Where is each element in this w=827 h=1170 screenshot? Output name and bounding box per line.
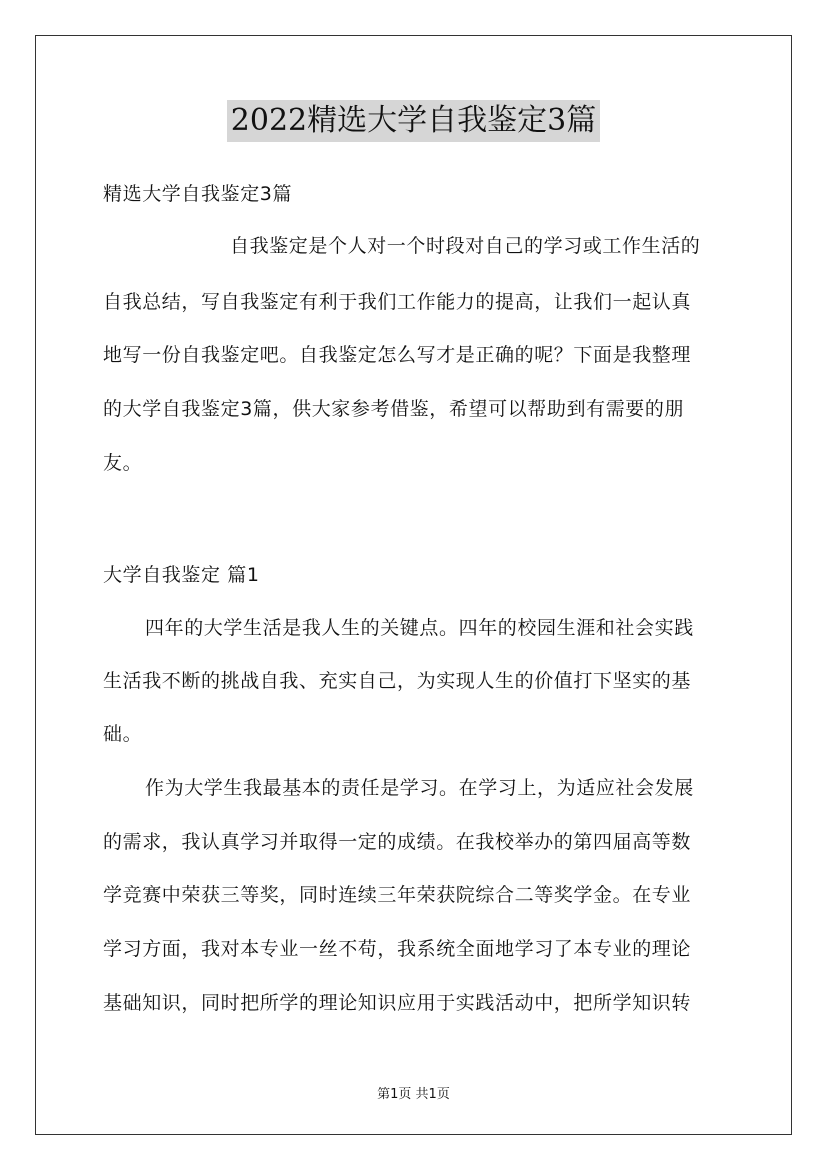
- page-footer: 第1页 共1页: [377, 1087, 450, 1102]
- paragraph-line: 基础知识，同时把所学的理论知识应用于实践活动中，把所学知识转: [103, 992, 692, 1014]
- paragraph-line: 的需求，我认真学习并取得一定的成绩。在我校举办的第四届高等数: [103, 831, 692, 853]
- intro-line: 友。: [103, 452, 143, 474]
- paragraph-line: 础。: [103, 723, 143, 745]
- title-container: [0, 100, 827, 142]
- paragraph-line: 生活我不断的挑战自我、充实自己，为实现人生的价值打下坚实的基: [103, 670, 692, 692]
- document-subtitle: 精选大学自我鉴定3篇: [103, 183, 293, 205]
- paragraph-line: 四年的大学生活是我人生的关键点。四年的校园生涯和社会实践: [145, 617, 694, 639]
- intro-line: 地写一份自我鉴定吧。自我鉴定怎么写才是正确的呢？下面是我整理: [103, 344, 692, 366]
- intro-line: 自我鉴定是个人对一个时段对自己的学习或工作生活的: [230, 235, 701, 257]
- section-heading: 大学自我鉴定 篇1: [103, 564, 260, 586]
- paragraph-line: 学竞赛中荣获三等奖，同时连续三年荣获院综合二等奖学金。在专业: [103, 884, 692, 906]
- paragraph-line: 学习方面，我对本专业一丝不苟，我系统全面地学习了本专业的理论: [103, 938, 692, 960]
- document-title: 2022精选大学自我鉴定3篇: [227, 100, 600, 142]
- intro-line: 自我总结，写自我鉴定有利于我们工作能力的提高，让我们一起认真: [103, 291, 692, 313]
- paragraph-line: 作为大学生我最基本的责任是学习。在学习上，为适应社会发展: [145, 777, 694, 799]
- intro-line: 的大学自我鉴定3篇，供大家参考借鉴，希望可以帮助到有需要的朋: [103, 398, 685, 420]
